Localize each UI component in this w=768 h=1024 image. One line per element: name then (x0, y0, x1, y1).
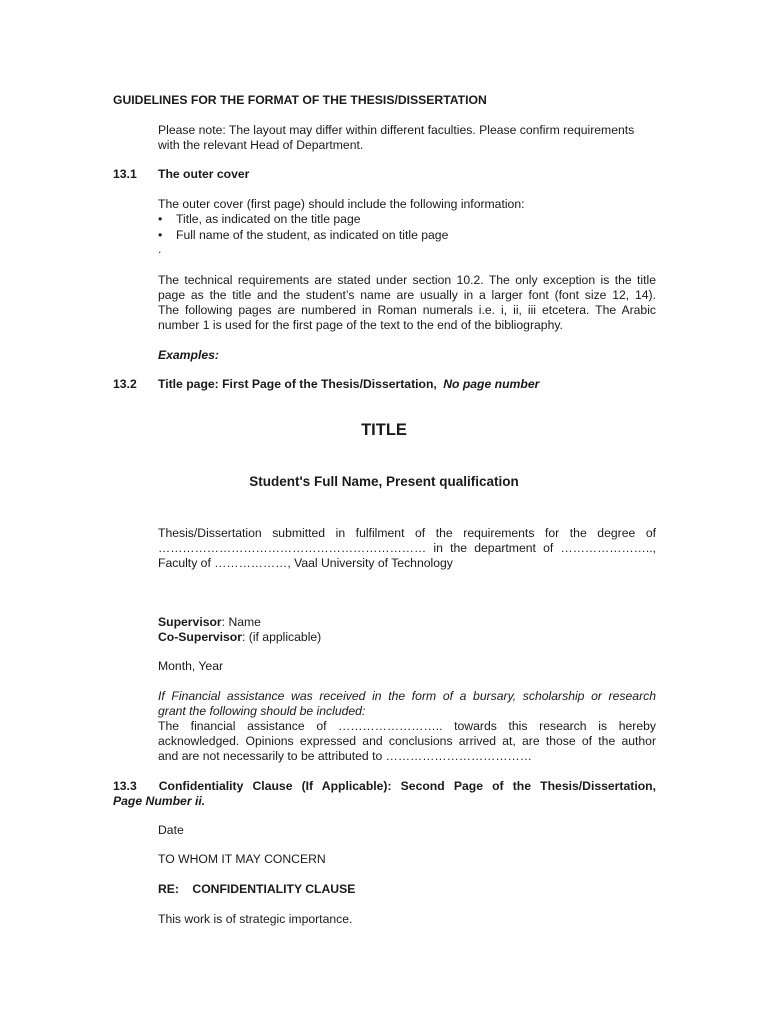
example-student-name: Student's Full Name, Present qualification (249, 474, 519, 489)
paragraph-line: The following pages are numbered in Roman numerals i.e. i, ii, iii etcetera. The Arabic (158, 303, 656, 317)
to-whom-it-may-concern: TO WHOM IT MAY CONCERN (158, 852, 326, 866)
paragraph-line: ………………………………………………………… in the department of ………………….., (158, 541, 656, 555)
outer-cover-bullet-list (0, 212, 768, 257)
section-13-3-line1 (113, 779, 656, 794)
re-label: RE: (158, 882, 179, 896)
section-title-confidentiality: Confidentiality Clause (If Applicable): Second Page of the Thesis/Dissertation, (158, 779, 656, 793)
bullet-marker: • (158, 212, 163, 226)
section-title-italic: No page number (443, 377, 540, 391)
layout-note-line: Please note: The layout may differ within different faculties. Please confirm requirements (158, 123, 635, 137)
section-number-13-3: 13.3 (113, 779, 137, 793)
paragraph-line: grant the following should be included: (158, 704, 366, 718)
stray-dot: . (158, 242, 162, 256)
layout-note-line: with the relevant Head of Department. (158, 138, 364, 152)
section-13-3-heading (113, 779, 656, 809)
paragraph-line: The financial assistance of …………………….. towards this research is hereby (158, 719, 656, 733)
supervisor-value: : Name (221, 615, 261, 629)
re-line (158, 882, 355, 897)
section-number-13-1: 13.1 (113, 167, 137, 181)
cosupervisor-value: : (if applicable) (241, 630, 322, 644)
strategic-importance-statement: This work is of strategic importance. (158, 912, 353, 926)
cosupervisor-line (158, 630, 321, 645)
section-title-title-page (158, 377, 539, 392)
financial-assistance-block (158, 689, 656, 764)
technical-requirements-paragraph (158, 273, 656, 333)
layout-note (158, 123, 656, 153)
paragraph-line: The technical requirements are stated under section 10.2. The only exception is the title (158, 273, 656, 287)
paragraph-line: number 1 is used for the first page of the text to the end of the bibliography. (158, 318, 563, 332)
paragraph-line: and are not necessarily to be attributed to ……………………………… (158, 749, 532, 763)
submission-statement (158, 526, 656, 571)
supervisor-label: Supervisor (158, 615, 222, 629)
bullet-marker: • (158, 228, 163, 242)
paragraph-line: Faculty of ………………, Vaal University of Technology (158, 556, 453, 570)
section-title-text: Title page: First Page of the Thesis/Dissertation, (158, 377, 437, 391)
re-subject: CONFIDENTIALITY CLAUSE (192, 882, 356, 896)
letter-date: Date (158, 823, 184, 837)
paragraph-line: Thesis/Dissertation submitted in fulfilment of the requirements for the degree of (158, 526, 656, 540)
cosupervisor-label: Co-Supervisor (158, 630, 242, 644)
paragraph-line: page as the title and the student’s name are usually in a larger font (font size 12, 14). (158, 288, 656, 302)
outer-cover-intro: The outer cover (first page) should include the following information: (158, 197, 525, 211)
section-number-13-2: 13.2 (113, 377, 137, 391)
paragraph-line: If Financial assistance was received in the form of a bursary, scholarship or research (158, 689, 656, 703)
example-title: TITLE (361, 421, 407, 439)
section-13-3-page-number: Page Number ii. (113, 794, 206, 808)
document-heading: GUIDELINES FOR THE FORMAT OF THE THESIS/DISSERTATION (113, 93, 487, 107)
supervisor-line (158, 615, 261, 630)
section-title-outer-cover: The outer cover (158, 167, 250, 181)
list-item: Full name of the student, as indicated on title page (176, 228, 449, 242)
month-year: Month, Year (158, 659, 224, 673)
examples-label: Examples: (158, 348, 219, 362)
list-item: Title, as indicated on the title page (176, 212, 361, 226)
paragraph-line: acknowledged. Opinions expressed and conclusions arrived at, are those of the author (158, 734, 656, 748)
